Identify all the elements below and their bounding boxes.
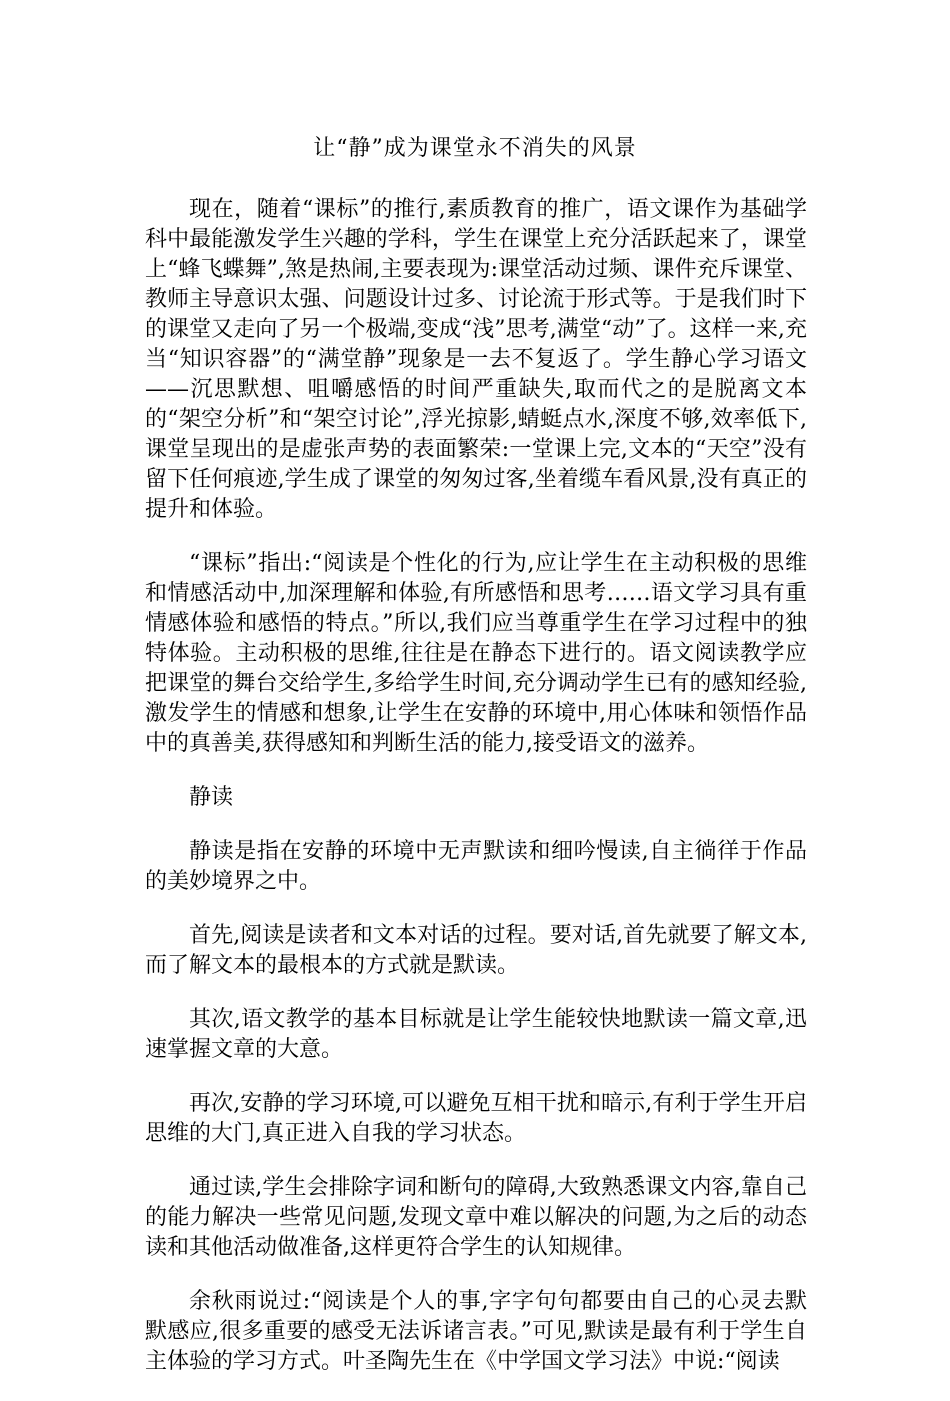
paragraph-reading-benefits: 通过读,学生会排除字词和断句的障碍,大致熟悉课文内容,靠自己的能力解决一些常见问题,发现文章中难以解决的问题,为之后的动态读和其他活动做准备,这样更符合学生的认知规律。 [145,1175,807,1260]
paragraph-intro: 现在，随着“课标”的推行,素质教育的推广，语文课作为基础学科中最能激发学生兴趣的学科，学生在课堂上充分活跃起来了，课堂上“蜂飞蝶舞”,煞是热闹,主要表现为:课堂活动过频、课件充斥课堂、教师主导意识太强、问题设计过多、讨论流于形式等。于是我们时下的课堂又走向了另一个极端,变成“浅”思考,满堂“动”了。这样一来,充当“知识容器”的“满堂静”现象是一去不复返了。学生静心学习语文——沉思默想、咀嚼感悟的时间严重缺失,取而代之的是脱离文本的“架空分析”和“架空讨论”,浮光掠影,蜻蜓点水,深度不够,效率低下,课堂呈现出的是虚张声势的表面繁荣:一堂课上完,文本的“天空”没有留下任何痕迹,学生成了课堂的匆匆过客,坐着缆车看风景,没有真正的提升和体验。 [145,197,807,522]
document-title: 让“静”成为课堂永不消失的风景 [313,136,637,161]
paragraph-yu-qiuyu-quote: 余秋雨说过:“阅读是个人的事,字字句句都要由自己的心灵去默默感应,很多重要的感受无法诉诸言表。”可见,默读是最有利于学生自主体验的学习方式。叶圣陶先生在《中学国文学习法》中说:“阅读 [145,1289,807,1374]
paragraph-first-point: 首先,阅读是读者和文本对话的过程。要对话,首先就要了解文本,而了解文本的最根本的方式就是默读。 [145,923,807,978]
paragraph-third-point: 再次,安静的学习环境,可以避免互相干扰和暗示,有利于学生开启思维的大门,真正进入自我的学习状态。 [145,1091,807,1146]
section-heading-silent-reading: 静读 [189,785,234,810]
paragraph-silent-reading-definition: 静读是指在安静的环境中无声默读和细吟慢读,自主徜徉于作品的美妙境界之中。 [145,839,807,894]
document-body [145,195,807,1401]
paragraph-second-point: 其次,语文教学的基本目标就是让学生能较快地默读一篇文章,迅速掌握文章的大意。 [145,1007,807,1062]
paragraph-curriculum-standard: “课标”指出:“阅读是个性化的行为,应让学生在主动积极的思维和情感活动中,加深理解和体验,有所感悟和思考……语文学习具有重情感体验和感悟的特点。”所以,我们应当尊重学生在学习过程中的独特体验。主动积极的思维,往往是在静态下进行的。语文阅读教学应把课堂的舞台交给学生,多给学生时间,充分调动学生已有的感知经验,激发学生的情感和想象,让学生在安静的环境中,用心体味和领悟作品中的真善美,获得感知和判断生活的能力,接受语文的滋养。 [145,551,807,756]
